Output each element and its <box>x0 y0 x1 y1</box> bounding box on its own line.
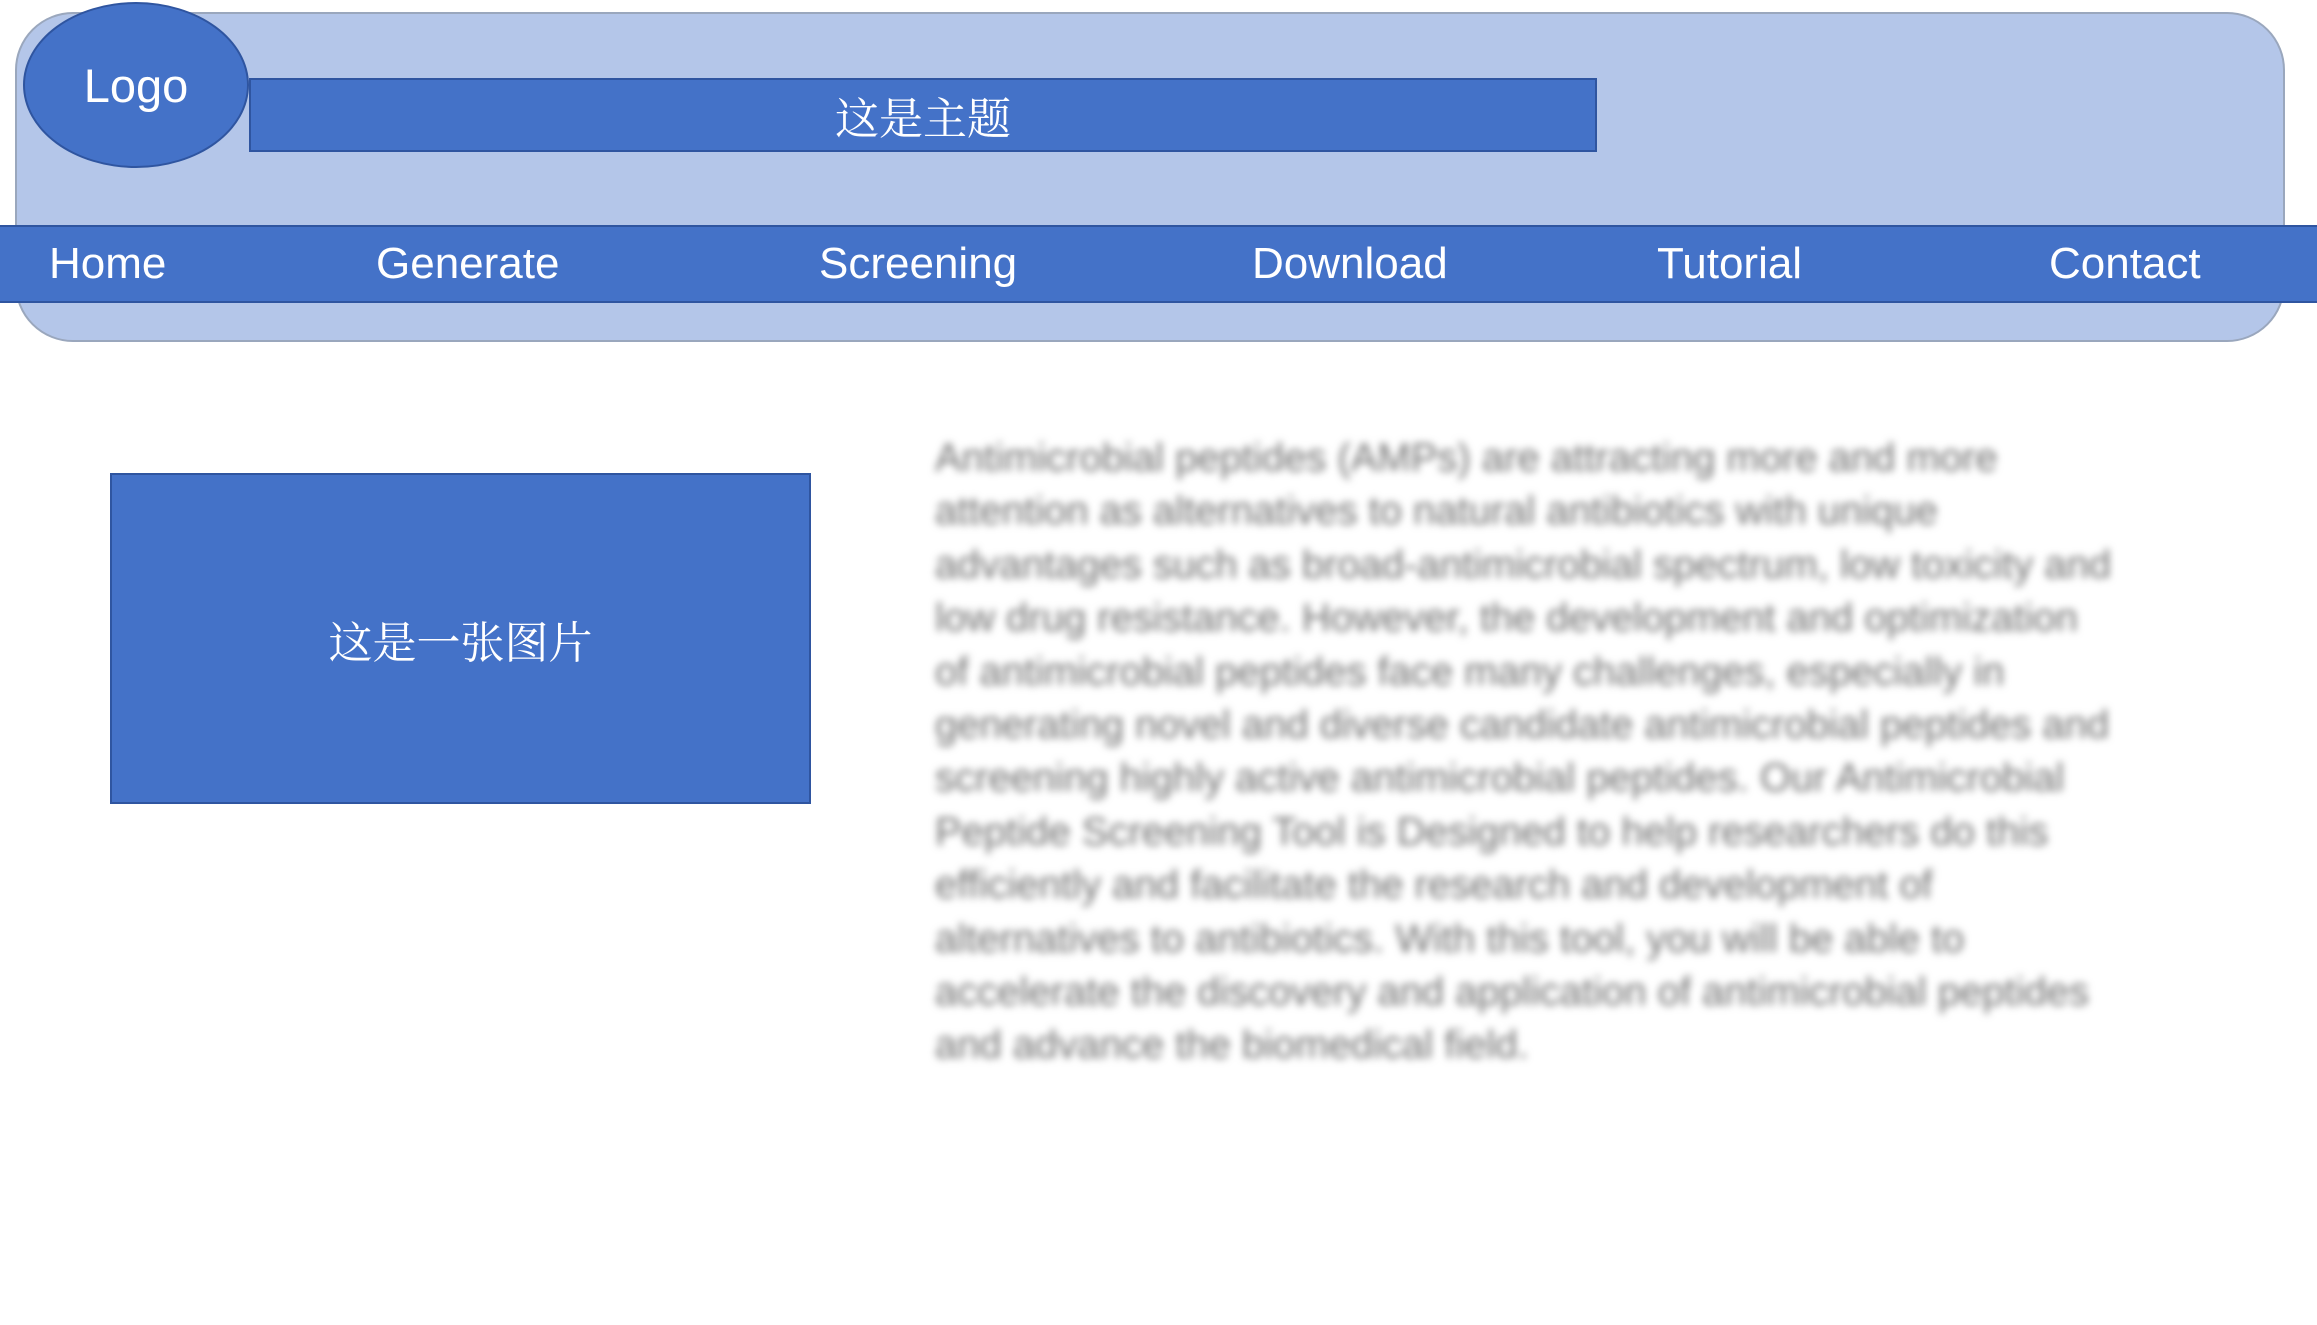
nav-item-screening[interactable]: Screening <box>819 239 1018 288</box>
logo[interactable] <box>23 2 249 168</box>
description-line: and advance the biomedical field. <box>935 1023 1529 1068</box>
description-line: alternatives to antibiotics. With this tool, you will be able to <box>935 916 1965 961</box>
nav-item-tutorial[interactable]: Tutorial <box>1657 239 1803 288</box>
description-line: efficiently and facilitate the research and development of <box>935 863 1933 908</box>
description-text <box>935 432 2245 1073</box>
description-line: advantages such as broad-antimicrobial spectrum, low toxicity and <box>935 542 2112 587</box>
description-line: screening highly active antimicrobial peptides. Our Antimicrobial <box>935 756 2065 801</box>
description-line: of antimicrobial peptides face many challenges, especially in <box>935 649 2005 694</box>
description-line: Peptide Screening Tool is Designed to help researchers do this <box>935 809 2049 854</box>
nav-item-download[interactable]: Download <box>1252 239 1448 288</box>
description-line: generating novel and diverse candidate antimicrobial peptides and <box>935 703 2110 748</box>
description-line: attention as alternatives to natural antibiotics with unique <box>935 489 1938 534</box>
nav-item-contact[interactable]: Contact <box>2049 239 2201 288</box>
site-title-bar <box>249 78 1597 152</box>
description-line: Antimicrobial peptides (AMPs) are attracting more and more <box>935 436 1998 480</box>
main-nav <box>0 225 2317 303</box>
description-line: accelerate the discovery and application of antimicrobial peptides <box>935 970 2090 1015</box>
nav-item-generate[interactable]: Generate <box>376 239 560 288</box>
image-placeholder-label: 这是一张图片 <box>328 617 593 669</box>
description-line: low drug resistance. However, the development and optimization <box>935 596 2078 641</box>
image-placeholder <box>110 473 811 804</box>
site-title: 这是主题 <box>835 94 1011 145</box>
nav-item-home[interactable]: Home <box>49 239 167 288</box>
logo-label: Logo <box>83 58 189 112</box>
